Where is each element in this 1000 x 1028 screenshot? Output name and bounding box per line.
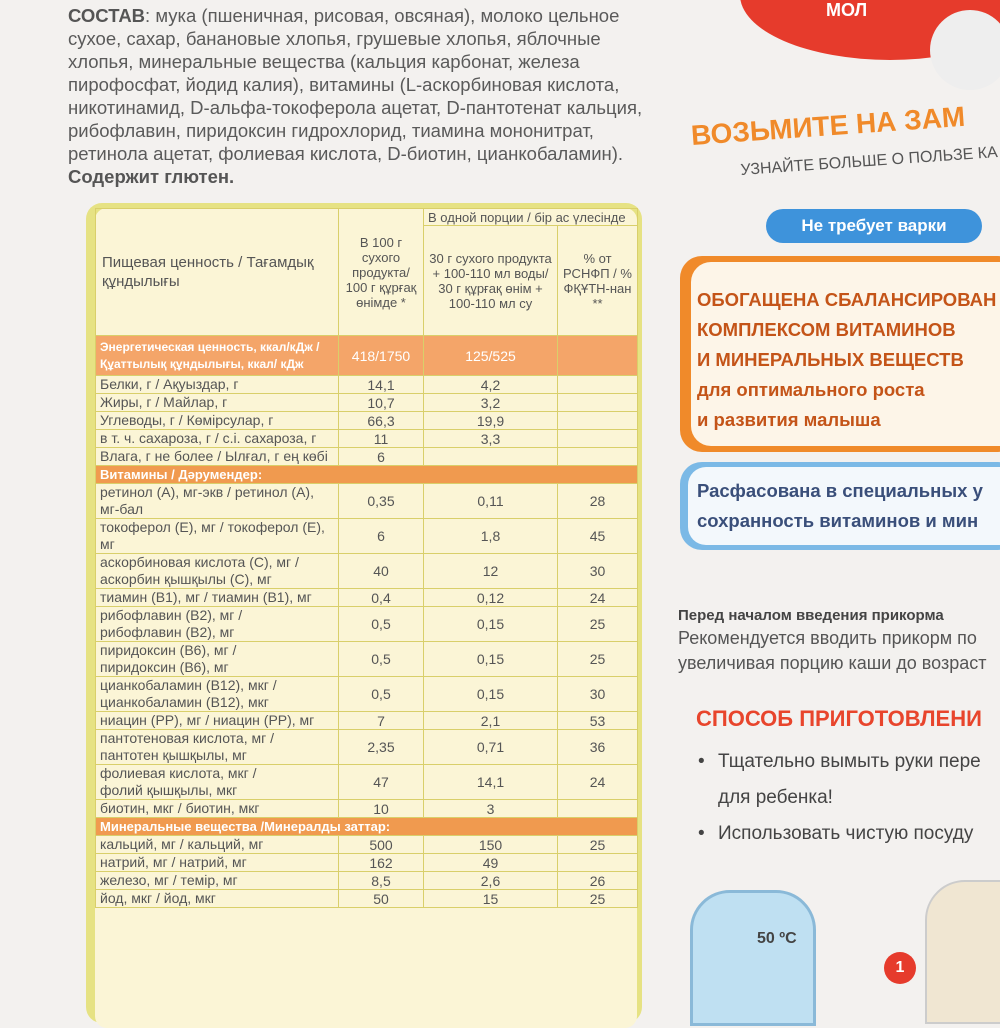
row-per100: 0,5 [339,642,424,677]
row-per100: 11 [339,430,424,448]
row-percent: 53 [558,712,638,730]
row-portion: 14,1 [424,765,558,800]
row-label: Влага, г не более / Ылғал, г ең көбі [96,448,339,466]
bullet-text: Тщательно вымыть руки пере [718,751,981,772]
table-row [96,836,638,854]
row-portion: 0,15 [424,642,558,677]
table-title: Пищевая ценность / Тағамдық құндылығы [96,209,339,336]
row-per100: 0,5 [339,677,424,712]
energy-per100: 418/1750 [339,336,424,376]
table-row [96,712,638,730]
brand-logo-text: МОЛ [826,0,868,20]
row-percent [558,394,638,412]
energy-row [96,336,638,376]
row-per100: 10,7 [339,394,424,412]
energy-label-ru: Энергетическая ценность, ккал/кДж / [100,339,320,354]
col-per100-header: В 100 г сухого продукта/ 100 г құрғақ өнімде * [339,209,424,336]
table-row [96,890,638,908]
table-row [96,854,638,872]
row-percent [558,800,638,818]
row-label-line1: пантотеновая кислота, мг / [100,730,275,746]
row-portion: 0,11 [424,484,558,519]
table-row [96,589,638,607]
recommendation-text [678,626,987,676]
row-label-line2: аскорбин қышқылы (С), мг [100,571,272,587]
energy-label-kz: Құаттылық құндылығы, ккал/ кДж [100,356,304,371]
row-label [96,765,339,800]
brand-logo-highlight [930,10,1000,90]
col-portion-header: 30 г сухого продукта + 100-110 мл воды/ 30 г құрғақ өнім + 100-110 мл су [424,226,558,336]
packaging-box-text [697,476,983,536]
table-row [96,554,638,589]
row-percent [558,854,638,872]
row-portion: 2,1 [424,712,558,730]
composition-label: СОСТАВ [68,5,146,26]
row-label-line1: аскорбиновая кислота (С), мг / [100,554,299,570]
row-label: тиамин (В1), мг / тиамин (В1), мг [96,589,339,607]
table-row [96,642,638,677]
row-portion: 150 [424,836,558,854]
table-row [96,800,638,818]
row-percent: 28 [558,484,638,519]
promo-title: ВОЗЬМИТЕ НА ЗАМ [690,100,967,151]
row-label-line2: цианкобаламин (В12), мкг [100,694,269,710]
row-per100: 40 [339,554,424,589]
row-label: кальций, мг / кальций, мг [96,836,339,854]
row-portion: 2,6 [424,872,558,890]
row-label: ретинол (А), мг-экв / ретинол (А), мг-бал [96,484,339,519]
bullet-item [698,744,981,780]
row-label-line2: пиридоксин (В6), мг [100,659,229,675]
bullet-item [698,780,981,816]
bullet-icon: • [698,823,705,844]
row-percent [558,376,638,394]
row-label [96,607,339,642]
enriched-small-line: и развития малыша [697,409,881,430]
recommend-line: Рекомендуется вводить прикорм по [678,628,977,648]
row-label: токоферол (Е), мг / токоферол (Е), мг [96,519,339,554]
col-portion-group-header: В одной порции / бір ас үлесінде [424,209,638,226]
row-portion: 0,15 [424,607,558,642]
composition-line [68,4,688,27]
composition-line: никотинамид, D-альфа-токоферола ацетат, D-пантотенат кальция, [68,97,643,118]
row-label [96,730,339,765]
composition-line: сухое, сахар, банановые хлопья, грушевые хлопья, яблочные [68,28,601,49]
table-row [96,765,638,800]
row-per100: 500 [339,836,424,854]
bullet-text: Использовать чистую посуду [718,823,974,844]
row-label: железо, мг / темір, мг [96,872,339,890]
row-label-line1: пиридоксин (В6), мг / [100,642,237,658]
row-percent [558,448,638,466]
composition-text [68,4,688,188]
row-per100: 6 [339,519,424,554]
row-per100: 162 [339,854,424,872]
composition-line: хлопья, минеральные вещества (кальция карбонат, железа [68,51,580,72]
section-vitamins [96,466,638,484]
row-label-line2: рибофлавин (В2), мг [100,624,235,640]
enriched-line: ОБОГАЩЕНА СБАЛАНСИРОВАН [697,289,997,310]
row-per100: 0,4 [339,589,424,607]
row-percent: 24 [558,765,638,800]
water-temperature: 50 ºC [757,930,797,947]
table-row [96,730,638,765]
row-label: биотин, мкг / биотин, мкг [96,800,339,818]
row-per100: 0,5 [339,607,424,642]
row-per100: 50 [339,890,424,908]
row-label: Жиры, г / Майлар, г [96,394,339,412]
water-pot-illustration [690,890,816,1026]
energy-percent [558,336,638,376]
row-label: ниацин (РР), мг / ниацин (РР), мг [96,712,339,730]
row-per100: 7 [339,712,424,730]
table-row [96,607,638,642]
row-label: йод, мкг / йод, мкг [96,890,339,908]
bullet-icon: • [698,751,705,772]
bullet-text: для ребенка! [718,787,833,808]
row-portion [424,448,558,466]
composition-line-text: : мука (пшеничная, рисовая, овсяная), молоко цельное [145,5,620,26]
table-row [96,394,638,412]
row-percent [558,412,638,430]
preparation-title: СПОСОБ ПРИГОТОВЛЕНИ [696,706,982,731]
recommend-line: увеличивая порцию каши до возраст [678,653,987,673]
table-row [96,519,638,554]
row-label-line2: фолий қышқылы, мкг [100,782,238,798]
table-row [96,677,638,712]
promo-subtitle: УЗНАЙТЕ БОЛЬШЕ О ПОЛЬЗЕ КА [740,144,999,179]
row-portion: 0,71 [424,730,558,765]
row-percent: 30 [558,677,638,712]
row-portion: 3 [424,800,558,818]
table-row [96,376,638,394]
row-portion: 3,3 [424,430,558,448]
gluten-warning: Содержит глютен. [68,166,235,187]
table-row [96,412,638,430]
row-per100: 2,35 [339,730,424,765]
row-percent: 30 [558,554,638,589]
row-percent: 25 [558,890,638,908]
packaging-line: сохранность витаминов и мин [697,510,979,531]
row-portion: 0,12 [424,589,558,607]
preparation-steps [698,744,981,852]
row-label-line2: пантотен қышқылы, мг [100,747,247,763]
enriched-line: И МИНЕРАЛЬНЫХ ВЕЩЕСТВ [697,349,964,370]
row-percent: 24 [558,589,638,607]
row-per100: 10 [339,800,424,818]
composition-line: рибофлавин, пиридоксин гидрохлорид, тиамина мононитрат, [68,120,594,141]
row-portion: 1,8 [424,519,558,554]
section-vitamins-label: Витамины / Дәрумендер: [96,466,638,484]
enriched-box-text [697,285,996,435]
row-label: Углеводы, г / Көмірсулар, г [96,412,339,430]
enriched-small-line: для оптимального роста [697,379,925,400]
composition-line: пирофосфат, йодид калия), витамины (L-аскорбиновая кислота, [68,74,620,95]
row-portion: 19,9 [424,412,558,430]
energy-label [96,336,339,376]
row-per100: 6 [339,448,424,466]
col-percent-header: % от РСНФП / % ФҚҰТН-нан ** [558,226,638,336]
row-label [96,642,339,677]
row-per100: 0,35 [339,484,424,519]
no-cooking-badge: Не требует варки [766,209,982,243]
row-per100: 47 [339,765,424,800]
row-label [96,677,339,712]
section-minerals [96,818,638,836]
row-label-line1: фолиевая кислота, мкг / [100,765,257,781]
row-label: Белки, г / Ақуыздар, г [96,376,339,394]
table-row [96,430,638,448]
row-percent: 45 [558,519,638,554]
section-minerals-label: Минеральные вещества /Минералды заттар: [96,818,638,836]
row-percent [558,430,638,448]
row-per100: 66,3 [339,412,424,430]
before-feeding-heading: Перед началом введения прикорма [678,607,944,624]
composition-line: ретинола ацетат, фолиевая кислота, D-биотин, цианкобаламин). [68,143,624,164]
row-percent: 36 [558,730,638,765]
row-portion: 12 [424,554,558,589]
row-portion: 4,2 [424,376,558,394]
row-per100: 14,1 [339,376,424,394]
row-portion: 3,2 [424,394,558,412]
row-percent: 25 [558,642,638,677]
energy-portion: 125/525 [424,336,558,376]
row-percent: 25 [558,607,638,642]
row-per100: 8,5 [339,872,424,890]
row-portion: 49 [424,854,558,872]
row-portion: 15 [424,890,558,908]
row-label-line1: цианкобаламин (В12), мкг / [100,677,277,693]
row-percent: 26 [558,872,638,890]
row-label-line1: рибофлавин (В2), мг / [100,607,243,623]
table-row [96,872,638,890]
row-portion: 0,15 [424,677,558,712]
step-number-badge: 1 [884,952,916,984]
row-percent: 25 [558,836,638,854]
bowl-illustration [925,880,1000,1024]
packaging-line: Расфасована в специальных у [697,480,983,501]
row-label: в т. ч. сахароза, г / с.і. сахароза, г [96,430,339,448]
table-row [96,448,638,466]
bullet-item [698,816,981,852]
enriched-line: КОМПЛЕКСОМ ВИТАМИНОВ [697,319,956,340]
row-label [96,554,339,589]
row-label: натрий, мг / натрий, мг [96,854,339,872]
table-row [96,484,638,519]
nutrition-table [95,208,638,908]
